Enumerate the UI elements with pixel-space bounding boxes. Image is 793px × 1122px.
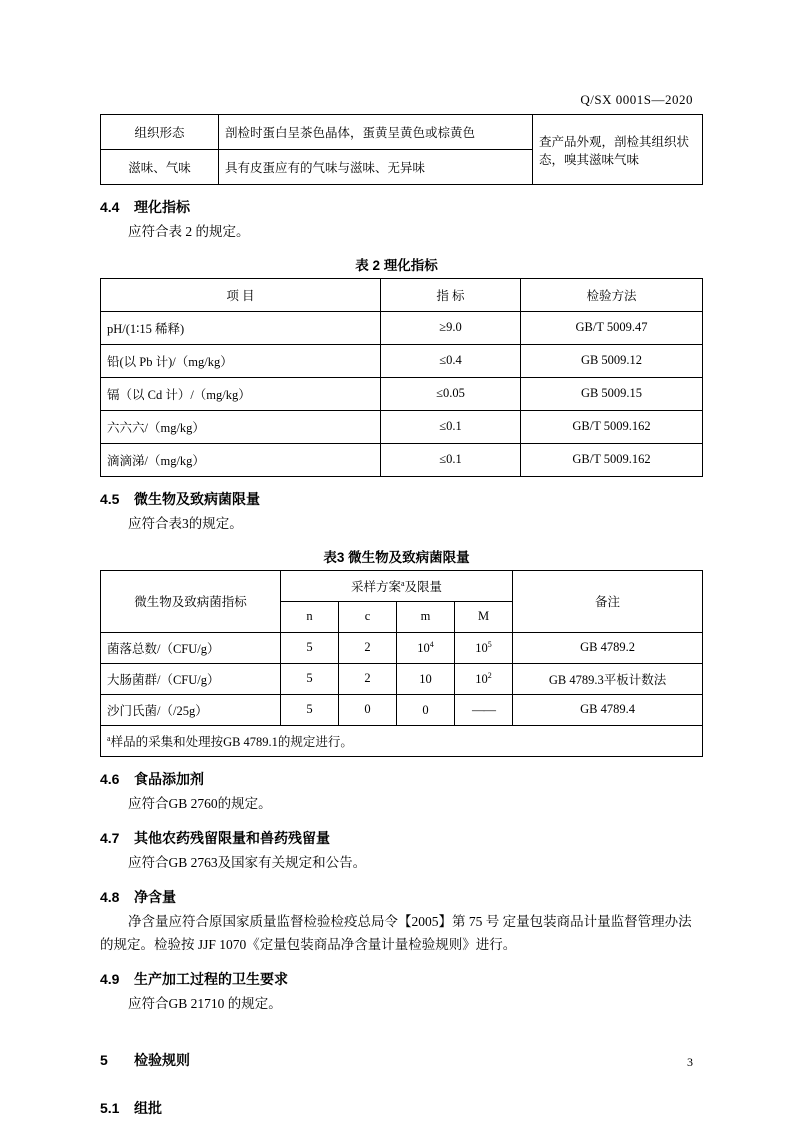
section-heading-4-4 (100, 197, 693, 217)
table-row (101, 311, 703, 344)
section-title: 生产加工过程的卫生要求 (134, 970, 288, 987)
section-title: 微生物及致病菌限量 (134, 490, 260, 507)
section-number: 4.5 (100, 490, 120, 507)
subheader-m: m (397, 601, 455, 632)
cell-method: GB 5009.12 (521, 344, 703, 377)
section-number: 4.7 (100, 829, 120, 846)
page-number: 3 (687, 1055, 693, 1069)
cell-M-exp: 5 (487, 639, 492, 649)
header-sampling-plan-sup: a (400, 578, 405, 588)
table3-title: 表3 微生物及致病菌限量 (323, 549, 470, 565)
header-index: 指 标 (381, 278, 521, 311)
cell-value: 具有皮蛋应有的气味与滋味、无异味 (219, 150, 533, 185)
cell-M-value: —— (472, 702, 496, 717)
section-title: 食品添加剂 (134, 770, 204, 787)
cell-m (397, 632, 455, 663)
cell-item: 六六六/（mg/kg） (101, 410, 381, 443)
section-heading-5 (100, 1050, 693, 1070)
table-header-row (101, 570, 703, 601)
cell-c: 2 (339, 663, 397, 694)
subheader-n: n (281, 601, 339, 632)
cell-M-value: 10 (475, 640, 488, 655)
cell-M-value: 10 (475, 671, 488, 686)
table-row (101, 443, 703, 476)
section-number: 5 (100, 1051, 108, 1068)
section-heading-5-1 (100, 1098, 693, 1118)
cell-index: ≤0.1 (381, 410, 521, 443)
header-sampling-plan-text: 采样方案 (350, 579, 401, 594)
cell-m (397, 663, 455, 694)
table-row (101, 632, 703, 663)
subheader-c: c (339, 601, 397, 632)
cell-m-exp: 4 (429, 639, 434, 649)
cell-item: 铅(以 Pb 计)/（mg/kg） (101, 344, 381, 377)
cell-index: ≥9.0 (381, 311, 521, 344)
cell-m-value: 0 (422, 702, 429, 717)
table-row (101, 694, 703, 725)
section-title: 净含量 (134, 888, 176, 905)
section-heading-4-7 (100, 828, 693, 848)
cell-n: 5 (281, 694, 339, 725)
cell-method: 查产品外观，剖检其组织状态，嗅其滋味气味 (533, 115, 703, 185)
section-title: 理化指标 (134, 199, 190, 215)
table-microbial (100, 570, 703, 757)
cell-M (455, 663, 513, 694)
cell-c: 0 (339, 694, 397, 725)
header-item: 微生物及致病菌指标 (101, 570, 281, 632)
section-number: 4.4 (100, 199, 120, 215)
section-number: 4.6 (100, 770, 120, 787)
table-note-row (101, 725, 703, 756)
section-number: 4.8 (100, 888, 120, 905)
table2-title: 表 2 理化指标 (355, 257, 438, 273)
cell-item: 镉（以 Cd 计）/（mg/kg） (101, 377, 381, 410)
header-item: 项 目 (101, 278, 381, 311)
cell-m (397, 694, 455, 725)
cell-m-value: 10 (417, 640, 430, 655)
cell-m-value: 10 (419, 671, 432, 686)
table-row (101, 377, 703, 410)
cell-method: GB/T 5009.162 (521, 443, 703, 476)
cell-item: 菌落总数/（CFU/g） (101, 632, 281, 663)
cell-item: 滋味、气味 (101, 150, 219, 185)
section-title: 其他农药残留限量和兽药残留量 (134, 829, 330, 846)
table-sensory (100, 114, 703, 185)
table-row (101, 344, 703, 377)
cell-item: 滴滴涕/（mg/kg） (101, 443, 381, 476)
cell-value: 剖检时蛋白呈茶色晶体，蛋黄呈黄色或棕黄色 (219, 115, 533, 150)
section-heading-4-9 (100, 969, 693, 989)
cell-n: 5 (281, 663, 339, 694)
cell-M (455, 632, 513, 663)
section-text-4-9: 应符合GB 21710 的规定。 (128, 995, 282, 1011)
table-row (101, 663, 703, 694)
cell-method: GB 5009.15 (521, 377, 703, 410)
cell-M-exp: 2 (487, 670, 492, 680)
cell-remark: GB 4789.3平板计数法 (513, 663, 703, 694)
cell-remark: GB 4789.4 (513, 694, 703, 725)
cell-item: 大肠菌群/（CFU/g） (101, 663, 281, 694)
cell-item: 沙门氏菌/（/25g） (101, 694, 281, 725)
section-text-4-8: 净含量应符合原国家质量监督检验检疫总局令【2005】第 75 号 定量包装商品计量监督管理办法的规定。检验按 JJF 1070《定量包装商品净含量计量检验规则》进行。 (100, 913, 692, 952)
section-text-4-5: 应符合表3的规定。 (128, 515, 243, 531)
cell-method: GB/T 5009.162 (521, 410, 703, 443)
section-text-4-7: 应符合GB 2763及国家有关规定和公告。 (128, 854, 367, 870)
header-method: 检验方法 (521, 278, 703, 311)
table-note-text: 样品的采集和处理按GB 4789.1的规定进行。 (110, 734, 353, 749)
table-row (101, 115, 703, 150)
section-number: 4.9 (100, 970, 120, 987)
cell-method: GB/T 5009.47 (521, 311, 703, 344)
section-title: 组批 (134, 1099, 162, 1116)
header-remark: 备注 (513, 570, 703, 632)
section-text-4-4: 应符合表 2 的规定。 (128, 224, 250, 239)
cell-item: 组织形态 (101, 115, 219, 150)
cell-item: pH/(1∶15 稀释) (101, 311, 381, 344)
section-title: 检验规则 (134, 1051, 190, 1068)
page-header: Q/SX 0001S—2020 (580, 92, 693, 107)
cell-index: ≤0.05 (381, 377, 521, 410)
section-heading-4-5 (100, 489, 693, 509)
table-note-sup: a (107, 733, 111, 743)
section-heading-4-8 (100, 887, 693, 907)
table-header-row (101, 278, 703, 311)
subheader-M: M (455, 601, 513, 632)
cell-remark: GB 4789.2 (513, 632, 703, 663)
header-sampling-plan (281, 570, 513, 601)
table-note (101, 725, 703, 756)
cell-index: ≤0.1 (381, 443, 521, 476)
cell-c: 2 (339, 632, 397, 663)
table-physicochemical (100, 278, 703, 477)
header-sampling-plan-tail: 及限量 (404, 579, 443, 594)
cell-M (455, 694, 513, 725)
cell-n: 5 (281, 632, 339, 663)
cell-index: ≤0.4 (381, 344, 521, 377)
section-text-4-6: 应符合GB 2760的规定。 (128, 795, 272, 811)
table-row (101, 410, 703, 443)
section-number: 5.1 (100, 1099, 120, 1116)
section-heading-4-6 (100, 769, 693, 789)
